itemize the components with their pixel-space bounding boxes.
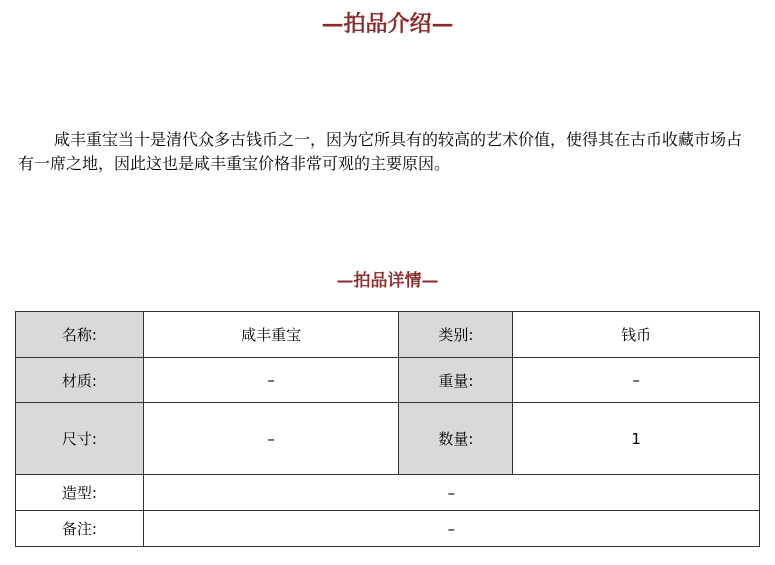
- details-table: [15, 311, 760, 547]
- intro-paragraph: 咸丰重宝当十是清代众多古钱币之一，因为它所具有的较高的艺术价值，使得其在古币收藏市场占有一席之地，因此这也是咸丰重宝价格非常可观的主要原因。: [18, 130, 743, 173]
- table-row: [16, 403, 760, 475]
- name-label: 名称:: [16, 312, 144, 358]
- remarks-label: 备注:: [16, 511, 144, 547]
- weight-value: –: [513, 358, 760, 403]
- remarks-value: –: [143, 511, 759, 547]
- shape-value: –: [143, 475, 759, 511]
- table-row: [16, 475, 760, 511]
- table-row: [16, 312, 760, 358]
- category-value: 钱币: [513, 312, 760, 358]
- material-value: –: [143, 358, 399, 403]
- category-label: 类别:: [399, 312, 513, 358]
- size-value: –: [143, 403, 399, 475]
- quantity-value: 1: [513, 403, 760, 475]
- size-label: 尺寸:: [16, 403, 144, 475]
- weight-label: 重量:: [399, 358, 513, 403]
- name-value: 咸丰重宝: [143, 312, 399, 358]
- details-title: —拍品详情—: [336, 271, 439, 291]
- table-row: [16, 358, 760, 403]
- material-label: 材质:: [16, 358, 144, 403]
- quantity-label: 数量:: [399, 403, 513, 475]
- shape-label: 造型:: [16, 475, 144, 511]
- table-row: [16, 511, 760, 547]
- page-title: —拍品介绍—: [321, 11, 454, 37]
